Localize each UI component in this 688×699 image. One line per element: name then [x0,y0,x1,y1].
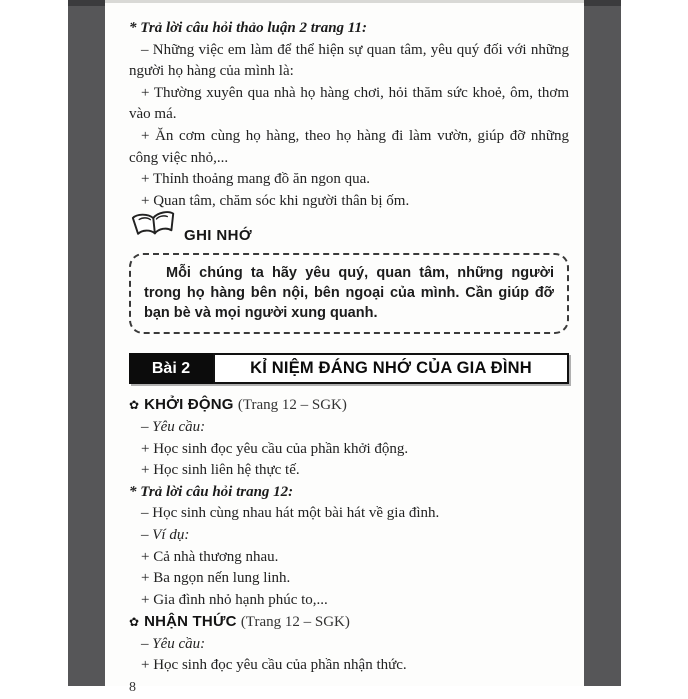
ghi-nho-header [131,215,569,247]
section-heading-nhan-thuc [129,611,569,634]
nhan-thuc-line: + Học sinh đọc yêu cầu của phần nhận thức. [141,657,407,674]
page-number: 8 [129,680,136,696]
answer-line: + Gia đình nhỏ hạnh phúc to,... [141,591,328,608]
ghi-nho-label: GHI NHỚ [184,226,253,244]
discussion-line: + Quan tâm, chăm sóc khi người thân bị ốm. [141,192,410,209]
book-page [105,0,584,696]
flower-bullet-icon: ✿ [129,398,140,413]
photo-background-right-bar-cap [584,0,621,6]
note-box [129,253,569,334]
discussion-line: + Thỉnh thoảng mang đồ ăn ngon qua. [141,171,370,188]
section-ref: (Trang 12 – SGK) [240,614,350,631]
khoi-dong-line: + Học sinh đọc yêu cầu của phần khởi động. [141,440,409,457]
section-ref: (Trang 12 – SGK) [237,397,347,414]
section-heading-khoi-dong [129,394,569,417]
nhan-thuc-line: – Yêu cầu: [141,635,206,652]
lesson-header [129,353,569,384]
photo-background-left-bar-cap [68,0,105,6]
discussion-line: – Những việc em làm để thể hiện sự quan tâm, yêu quý đối với những người họ hàng của mình là: [129,41,569,80]
answer-line: – Ví dụ: [141,526,190,543]
discussion-line: + Ăn cơm cùng họ hàng, theo họ hàng đi làm vườn, giúp đỡ những công việc nhỏ,... [129,127,569,166]
answer-line: + Ba ngọn nến lung linh. [141,570,291,587]
page-content [105,3,584,699]
khoi-dong-line: – Yêu cầu: [141,418,206,435]
discussion-heading: * Trả lời câu hỏi thảo luận 2 trang 11: [129,20,367,36]
note-text: Mỗi chúng ta hãy yêu quý, quan tâm, những người trong họ hàng bên nội, bên ngoại của mình. Cần giúp đỡ bạn bè và mọi người xung quanh. [144,265,554,322]
open-book-icon [131,210,177,248]
section-title: KHỞI ĐỘNG [144,396,234,414]
photo-background-left-bar [68,0,105,686]
answer-subheading: * Trả lời câu hỏi trang 12: [129,483,294,500]
answer-line: + Cả nhà thương nhau. [141,548,279,565]
lesson-badge: Bài 2 [129,353,213,384]
answer-line: – Học sinh cùng nhau hát một bài hát về gia đình. [141,505,440,522]
khoi-dong-line: + Học sinh liên hệ thực tế. [141,462,300,479]
discussion-line: + Thường xuyên qua nhà họ hàng chơi, hỏi thăm sức khoẻ, ôm, thơm vào má. [129,84,569,123]
photo-background-right-bar [584,0,621,686]
flower-bullet-icon: ✿ [129,615,140,630]
lesson-title: KỈ NIỆM ĐÁNG NHỚ CỦA GIA ĐÌNH [213,353,569,384]
section-title: NHẬN THỨC [144,613,237,631]
